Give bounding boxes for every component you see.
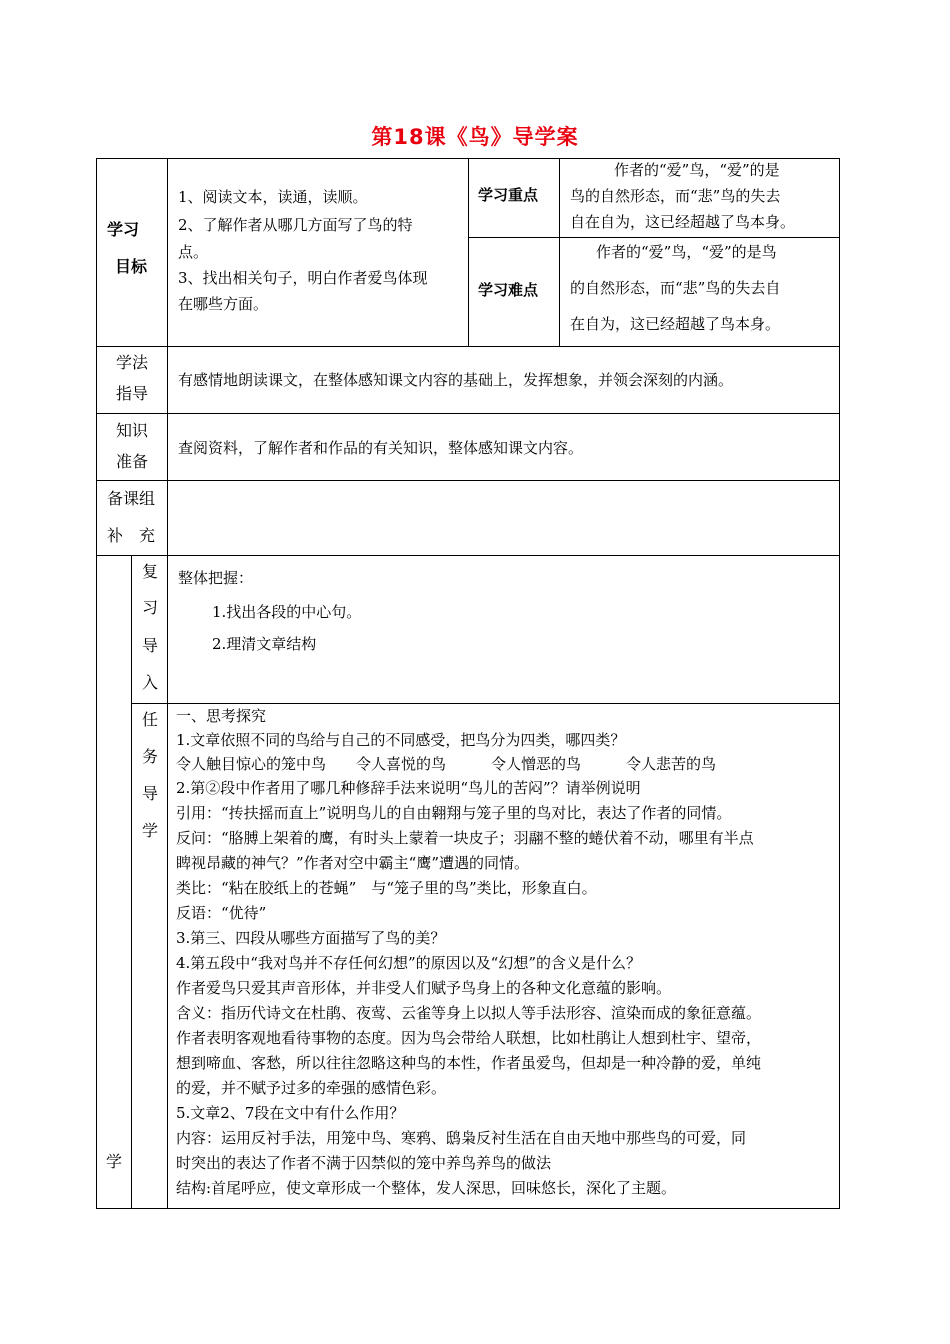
goals-label-2: 目标 [115, 257, 148, 276]
task-label-char: 务 [142, 747, 159, 766]
method-label-1: 学法 [116, 353, 149, 372]
task-line: 令人触目惊心的笼中鸟 令人喜悦的鸟 令人憎恶的鸟 令人悲苦的鸟 [176, 755, 717, 773]
task-line: 5.文章2、7段在文中有什么作用？ [176, 1104, 405, 1122]
goal-item: 点。 [178, 243, 209, 261]
method-text: 有感情地朗读课文，在整体感知课文内容的基础上，发挥想象，并领会深刻的内涵。 [178, 371, 734, 389]
task-label-char: 导 [142, 784, 159, 803]
review-label-char: 入 [142, 673, 159, 692]
goal-item: 1、阅读文本，读通，读顺。 [178, 188, 368, 206]
task-line: 3.第三、四段从哪些方面描写了鸟的美？ [176, 929, 446, 947]
task-line: 时突出的表达了作者不满于囚禁似的笼中养鸟养鸟的做法 [176, 1154, 552, 1172]
review-item: 2.理清文章结构 [212, 635, 317, 653]
knowledge-text: 查阅资料，了解作者和作品的有关知识，整体感知课文内容。 [178, 439, 584, 457]
method-label-2: 指导 [116, 384, 149, 403]
table-border [167, 158, 168, 1209]
task-line: 含义：指历代诗文在杜鹃、夜莺、云雀等身上以拟人等手法形容、渲染而成的象征意蕴。 [176, 1004, 762, 1022]
review-heading: 整体把握： [178, 569, 254, 587]
task-line: 1.文章依照不同的鸟给与自己的不同感受，把鸟分为四类，哪四类？ [176, 731, 626, 749]
difficulty-line: 作者的“爱”鸟，“爱”的是鸟 [596, 243, 777, 261]
difficulty-label: 学习难点 [478, 281, 539, 299]
table-border [839, 158, 840, 1209]
task-line: 的爱，并不赋予过多的牵强的感情色彩。 [176, 1079, 447, 1097]
task-line: 一、思考探究 [176, 707, 267, 725]
review-label-char: 习 [142, 598, 159, 617]
supplement-label-2: 补 充 [107, 526, 156, 545]
difficulty-line: 在自为，这已经超越了鸟本身。 [570, 315, 781, 333]
focus-line: 作者的“爱”鸟，“爱”的是 [614, 161, 780, 179]
task-line: 2.第②段中作者用了哪几种修辞手法来说明“鸟儿的苦闷”？请举例说明 [176, 779, 641, 797]
task-line: 作者表明客观地看待事物的态度。因为鸟会带给人联想，比如杜鹃让人想到杜宇、望帝， [176, 1029, 762, 1047]
review-item: 1.找出各段的中心句。 [212, 603, 362, 621]
goal-item: 在哪些方面。 [178, 295, 269, 313]
table-border [468, 237, 840, 238]
task-line: 结构:首尾呼应，使文章形成一个整体，发人深思，回味悠长，深化了主题。 [176, 1179, 677, 1197]
task-label-char: 任 [142, 710, 159, 729]
task-line: 4.第五段中“我对鸟并不存任何幻想”的原因以及“幻想”的含义是什么？ [176, 954, 641, 972]
table-border [468, 158, 469, 347]
focus-line: 自在自为，这已经超越了鸟本身。 [570, 213, 796, 231]
goal-item: 3、找出相关句子，明白作者爱鸟体现 [178, 269, 428, 287]
table-border [96, 480, 840, 481]
task-label-char: 学 [142, 821, 159, 840]
task-line: 作者爱鸟只爱其声音形体，并非受人们赋予鸟身上的各种文化意蕴的影响。 [176, 979, 672, 997]
goal-item: 2、了解作者从哪几方面写了鸟的特 [178, 216, 413, 234]
table-border [131, 555, 132, 1209]
goals-label-1: 学习 [107, 220, 140, 239]
table-border [96, 555, 840, 556]
task-line: 睥视昂藏的神气？”作者对空中霸主“鹰”遭遇的同情。 [176, 854, 530, 872]
knowledge-label-2: 准备 [116, 452, 149, 471]
table-border [96, 158, 97, 1209]
difficulty-line: 的自然形态，而“悲”鸟的失去自 [570, 279, 781, 297]
left-bottom-label: 学 [106, 1152, 123, 1171]
supplement-label-1: 备课组 [107, 489, 156, 508]
focus-line: 鸟的自然形态，而“悲”鸟的失去 [570, 187, 781, 205]
task-line: 想到啼血、客愁，所以往往忽略这种鸟的本性，作者虽爱鸟，但却是一种冷静的爱，单纯 [176, 1054, 762, 1072]
task-line: 类比：“粘在胶纸上的苍蝇” 与“笼子里的鸟”类比，形象直白。 [176, 879, 597, 897]
table-border [559, 158, 560, 347]
focus-label: 学习重点 [478, 186, 539, 204]
table-border [96, 413, 840, 414]
review-label-char: 复 [142, 562, 159, 581]
page-title: 第18课《鸟》导学案 [371, 125, 579, 149]
task-line: 内容：运用反衬手法，用笼中鸟、寒鸦、鸱枭反衬生活在自由天地中那些鸟的可爱，同 [176, 1129, 747, 1147]
task-line: 反问：“胳膊上架着的鹰，有时头上蒙着一块皮子；羽翮不整的蜷伏着不动，哪里有半点 [176, 829, 754, 847]
review-label-char: 导 [142, 636, 159, 655]
table-border [96, 1208, 840, 1209]
knowledge-label-1: 知识 [116, 421, 149, 440]
task-line: 引用：“抟扶摇而直上”说明鸟儿的自由翱翔与笼子里的鸟对比，表达了作者的同情。 [176, 804, 732, 822]
task-line: 反语：“优待” [176, 904, 267, 922]
